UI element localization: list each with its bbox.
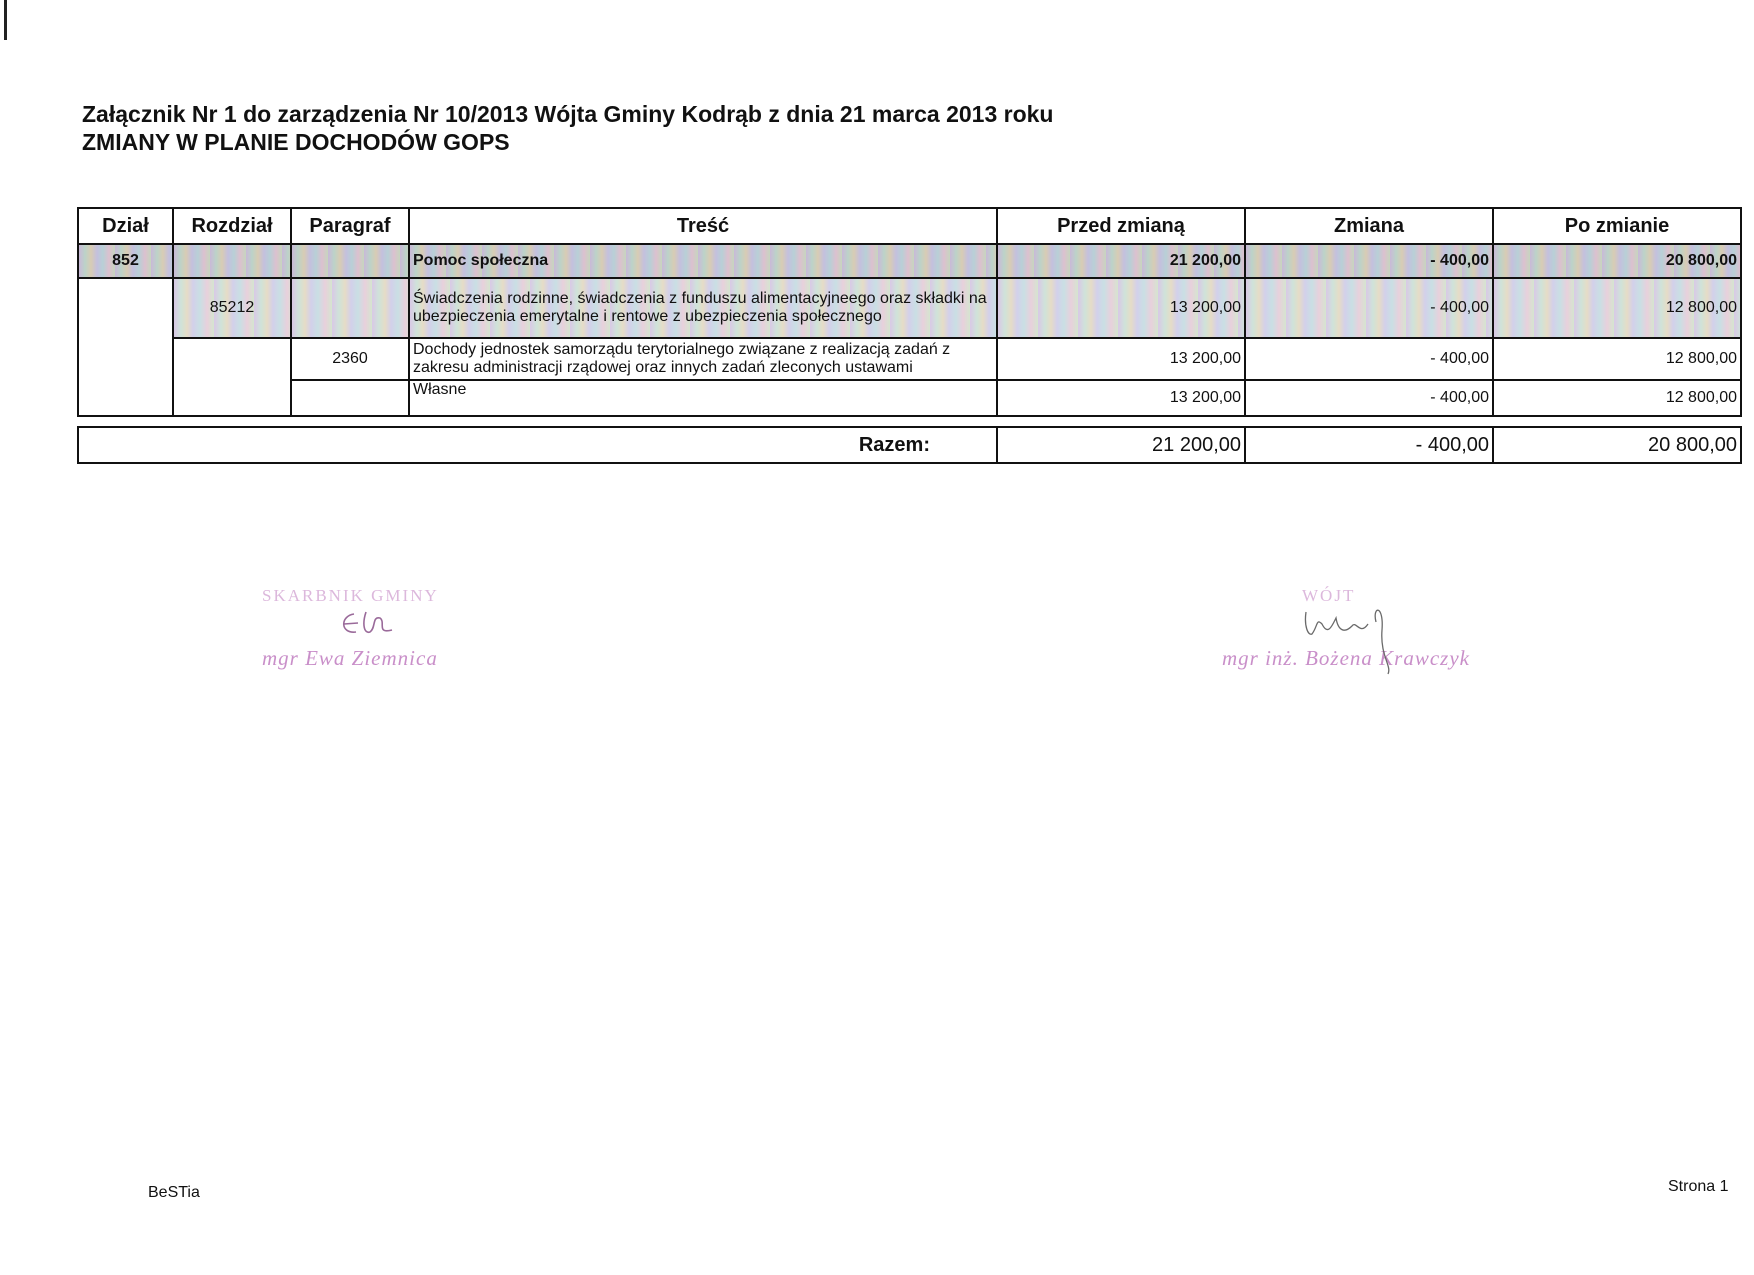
total-table — [77, 426, 1742, 464]
total-label: Razem: — [78, 427, 997, 463]
col-header-po: Po zmianie — [1493, 208, 1741, 244]
total-przed: 21 200,00 — [997, 427, 1245, 463]
cell-dzial — [78, 278, 173, 416]
cell-tresc: Własne — [409, 380, 997, 416]
table-row — [78, 278, 1741, 338]
cell-po: 12 800,00 — [1493, 278, 1741, 338]
cell-zmiana: - 400,00 — [1245, 338, 1493, 380]
footer-software-name: BeSTia — [148, 1184, 200, 1201]
table-header-row — [78, 208, 1741, 244]
col-header-przed: Przed zmianą — [997, 208, 1245, 244]
title-line-2: ZMIANY W PLANIE DOCHODÓW GOPS — [82, 129, 510, 155]
treasurer-stamp — [262, 586, 439, 671]
scan-edge-mark — [4, 0, 7, 40]
cell-paragraf — [291, 278, 409, 338]
cell-zmiana: - 400,00 — [1245, 244, 1493, 278]
cell-po: 20 800,00 — [1493, 244, 1741, 278]
col-header-zmiana: Zmiana — [1245, 208, 1493, 244]
cell-tresc: Pomoc społeczna — [409, 244, 997, 278]
cell-paragraf — [291, 380, 409, 416]
col-header-dzial: Dział — [78, 208, 173, 244]
total-zmiana: - 400,00 — [1245, 427, 1493, 463]
cell-paragraf — [291, 244, 409, 278]
table-row — [78, 338, 1741, 380]
cell-tresc: Dochody jednostek samorządu terytorialnego związane z realizacją zadań z zakresu administracji rządowej oraz innych zadań zleconych ustawami — [409, 338, 997, 380]
cell-przed: 13 200,00 — [997, 338, 1245, 380]
document-title — [82, 100, 1053, 156]
cell-paragraf: 2360 — [291, 338, 409, 380]
cell-rozdzial: 85212 — [173, 278, 291, 338]
col-header-paragraf: Paragraf — [291, 208, 409, 244]
total-po: 20 800,00 — [1493, 427, 1741, 463]
cell-przed: 21 200,00 — [997, 244, 1245, 278]
treasurer-signature-icon — [336, 604, 406, 644]
cell-po: 12 800,00 — [1493, 338, 1741, 380]
mayor-signature-icon — [1292, 596, 1422, 676]
cell-przed: 13 200,00 — [997, 278, 1245, 338]
cell-rozdzial — [173, 338, 291, 416]
footer-page-number: Strona 1 — [1668, 1178, 1729, 1195]
table-row — [78, 380, 1741, 416]
title-line-1: Załącznik Nr 1 do zarządzenia Nr 10/2013 Wójta Gminy Kodrąb z dnia 21 marca 2013 roku — [82, 101, 1054, 127]
col-header-rozdzial: Rozdział — [173, 208, 291, 244]
cell-rozdzial — [173, 244, 291, 278]
cell-tresc: Świadczenia rodzinne, świadczenia z funduszu alimentacyjneego oraz składki na ubezpieczenia emerytalne i rentowe z ubezpieczenia społecznego — [409, 278, 997, 338]
cell-po: 12 800,00 — [1493, 380, 1741, 416]
treasurer-stamp-header: SKARBNIK GMINY — [262, 586, 439, 605]
mayor-stamp — [1222, 586, 1470, 671]
cell-zmiana: - 400,00 — [1245, 380, 1493, 416]
cell-przed: 13 200,00 — [997, 380, 1245, 416]
total-row — [78, 427, 1741, 463]
mayor-stamp-header: WÓJT — [1302, 586, 1356, 605]
cell-dzial: 852 — [78, 244, 173, 278]
treasurer-name: mgr Ewa Ziemnica — [262, 646, 438, 670]
mayor-name: mgr inż. Bożena Krawczyk — [1222, 646, 1470, 670]
cell-zmiana: - 400,00 — [1245, 278, 1493, 338]
income-plan-table — [77, 207, 1742, 417]
col-header-tresc: Treść — [409, 208, 997, 244]
table-row — [78, 244, 1741, 278]
